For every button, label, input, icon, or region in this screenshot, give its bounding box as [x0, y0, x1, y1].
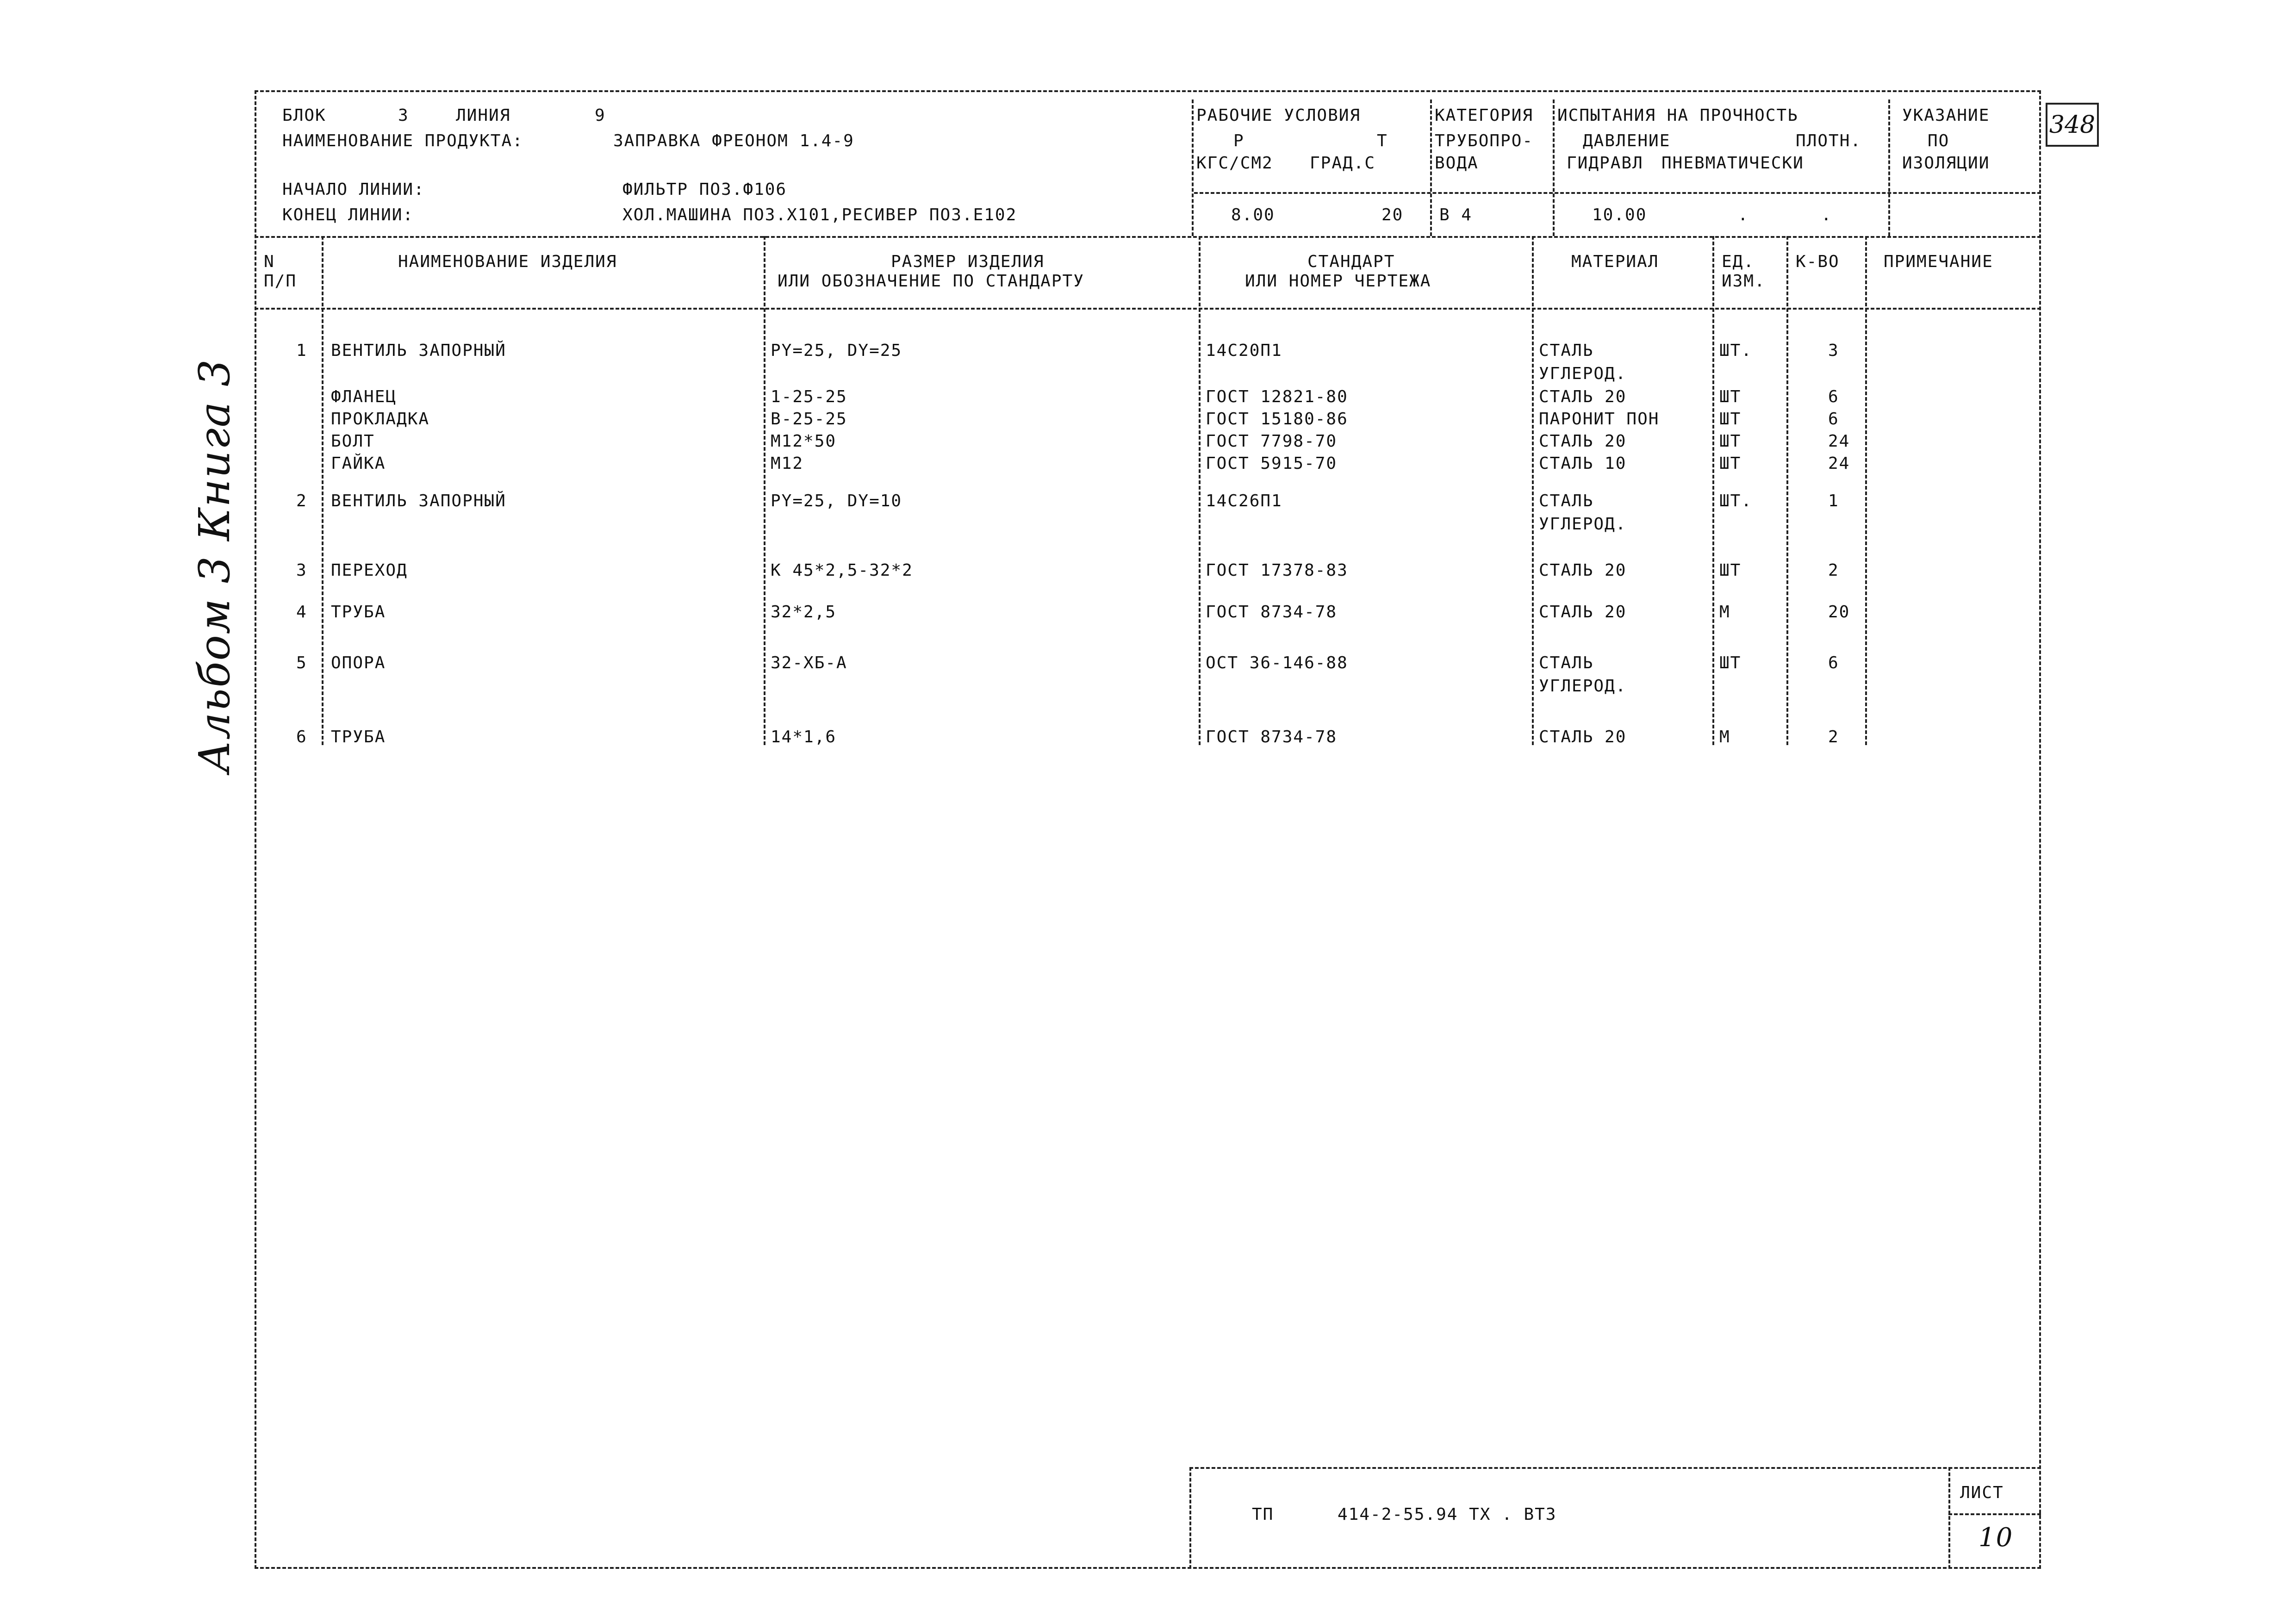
drawing-frame [255, 90, 2041, 1569]
cell-mat: УГЛЕРОД. [1539, 364, 1627, 383]
test-title: ИСПЫТАНИЯ НА ПРОЧНОСТЬ [1557, 106, 1798, 125]
cell-size: РY=25, DY=10 [771, 491, 902, 510]
category-title-1: КАТЕГОРИЯ [1435, 106, 1534, 125]
cell-std: 14С26П1 [1206, 491, 1282, 510]
cell-name: ГАЙКА [331, 454, 386, 473]
title-block [1189, 1467, 2041, 1569]
test-pressure: ДАВЛЕНИЕ [1583, 131, 1671, 150]
cell-unit: М [1719, 603, 1730, 622]
cell-unit: ШТ [1719, 410, 1742, 429]
header-unit-1: ЕД. [1722, 252, 1755, 271]
cell-name: ВЕНТИЛЬ ЗАПОРНЫЙ [331, 491, 506, 510]
cell-std: ГОСТ 8734-78 [1206, 728, 1338, 746]
cell-qty: 6 [1828, 387, 1839, 406]
header-remark: ПРИМЕЧАНИЕ [1884, 252, 1993, 271]
cell-size: 32*2,5 [771, 603, 837, 622]
cell-size: М12*50 [771, 432, 837, 451]
line-value: 9 [595, 106, 606, 125]
cell-unit: ШТ. [1719, 491, 1753, 510]
block-value: 3 [398, 106, 409, 125]
cell-unit: ШТ [1719, 454, 1742, 473]
header-material: МАТЕРИАЛ [1571, 252, 1659, 271]
cell-size: В-25-25 [771, 410, 847, 429]
category-value: В 4 [1439, 205, 1473, 224]
category-title-2: ТРУБОПРО- [1435, 131, 1534, 150]
doc-prefix: ТП [1252, 1505, 1274, 1524]
cell-mat: СТАЛЬ [1539, 341, 1594, 360]
cell-name: ТРУБА [331, 728, 386, 746]
insulation-title-3: ИЗОЛЯЦИИ [1902, 154, 1990, 173]
start-value: ФИЛЬТР ПОЗ.Ф106 [622, 180, 787, 199]
cell-unit: М [1719, 728, 1730, 746]
header-standard-1: СТАНДАРТ [1307, 252, 1395, 271]
cell-mat: СТАЛЬ 20 [1539, 728, 1627, 746]
cell-unit: ШТ. [1719, 341, 1753, 360]
insulation-title-1: УКАЗАНИЕ [1902, 106, 1990, 125]
cell-n: 6 [296, 728, 307, 746]
block-label: БЛОК [282, 106, 326, 125]
cell-size: 1-25-25 [771, 387, 847, 406]
cell-mat: СТАЛЬ 20 [1539, 432, 1627, 451]
cell-std: ГОСТ 17378-83 [1206, 561, 1348, 580]
album-book-note: Альбом 3 Книга 3 [190, 358, 239, 773]
corner-sheet-number: 348 [2046, 103, 2099, 147]
insulation-title-2: ПО [1928, 131, 1950, 150]
cell-qty: 24 [1828, 432, 1850, 451]
cell-name: БОЛТ [331, 432, 375, 451]
line-label: ЛИНИЯ [456, 106, 511, 125]
doc-code: 414-2-55.94 ТХ . ВТ3 [1338, 1505, 1557, 1524]
cell-name: ФЛАНЕЦ [331, 387, 397, 406]
cell-std: ГОСТ 12821-80 [1206, 387, 1348, 406]
product-value: ЗАПРАВКА ФРЕОНОМ 1.4-9 [613, 131, 854, 150]
cell-n: 1 [296, 341, 307, 360]
cell-qty: 20 [1828, 603, 1850, 622]
header-num: N [264, 252, 275, 271]
cell-n: 3 [296, 561, 307, 580]
header-num-2: П/П [264, 272, 297, 291]
cell-name: ВЕНТИЛЬ ЗАПОРНЫЙ [331, 341, 506, 360]
temp-label: Т [1377, 131, 1388, 150]
cell-mat: УГЛЕРОД. [1539, 677, 1627, 696]
end-label: КОНЕЦ ЛИНИИ: [282, 205, 414, 224]
cell-mat: СТАЛЬ 20 [1539, 387, 1627, 406]
cell-mat: СТАЛЬ [1539, 491, 1594, 510]
cell-qty: 2 [1828, 561, 1839, 580]
header-unit-2: ИЗМ. [1722, 272, 1766, 291]
cell-size: 32-ХБ-А [771, 653, 847, 672]
sheet-label: ЛИСТ [1960, 1483, 2004, 1502]
product-label: НАИМЕНОВАНИЕ ПРОДУКТА: [282, 131, 523, 150]
pressure-value: 8.00 [1231, 205, 1275, 224]
pressure-unit: КГС/СМ2 [1196, 154, 1273, 173]
cell-name: ПЕРЕХОД [331, 561, 408, 580]
cell-mat: ПАРОНИТ ПОН [1539, 410, 1660, 429]
density-value: . [1821, 205, 1832, 224]
cell-mat: УГЛЕРОД. [1539, 515, 1627, 534]
cell-std: 14С20П1 [1206, 341, 1282, 360]
cell-unit: ШТ [1719, 432, 1742, 451]
header-qty: К-ВО [1796, 252, 1840, 271]
temp-unit: ГРАД.С [1310, 154, 1376, 173]
cell-std: ОСТ 36-146-88 [1206, 653, 1348, 672]
cell-mat: СТАЛЬ 20 [1539, 561, 1627, 580]
cell-unit: ШТ [1719, 387, 1742, 406]
header-size-1: РАЗМЕР ИЗДЕЛИЯ [891, 252, 1045, 271]
header-size-2: ИЛИ ОБОЗНАЧЕНИЕ ПО СТАНДАРТУ [778, 272, 1084, 291]
end-value: ХОЛ.МАШИНА ПОЗ.Х101,РЕСИВЕР ПОЗ.Е102 [622, 205, 1017, 224]
cell-name: ТРУБА [331, 603, 386, 622]
cell-std: ГОСТ 7798-70 [1206, 432, 1338, 451]
test-hydraulic: ГИДРАВЛ [1567, 154, 1643, 173]
cell-std: ГОСТ 8734-78 [1206, 603, 1338, 622]
cell-unit: ШТ [1719, 653, 1742, 672]
cell-mat: СТАЛЬ [1539, 653, 1594, 672]
cell-std: ГОСТ 5915-70 [1206, 454, 1338, 473]
cell-name: ПРОКЛАДКА [331, 410, 430, 429]
cell-size: К 45*2,5-32*2 [771, 561, 913, 580]
cell-qty: 1 [1828, 491, 1839, 510]
hydraulic-value: 10.00 [1592, 205, 1647, 224]
cell-size: М12 [771, 454, 804, 473]
start-label: НАЧАЛО ЛИНИИ: [282, 180, 425, 199]
cell-qty: 3 [1828, 341, 1839, 360]
header-standard-2: ИЛИ НОМЕР ЧЕРТЕЖА [1245, 272, 1431, 291]
cell-unit: ШТ [1719, 561, 1742, 580]
density-label: ПЛОТН. [1796, 131, 1862, 150]
cell-qty: 2 [1828, 728, 1839, 746]
category-title-3: ВОДА [1435, 154, 1479, 173]
cell-mat: СТАЛЬ 10 [1539, 454, 1627, 473]
test-pneumatic: ПНЕВМАТИЧЕСКИ [1661, 154, 1804, 173]
cell-n: 4 [296, 603, 307, 622]
header-name: НАИМЕНОВАНИЕ ИЗДЕЛИЯ [398, 252, 617, 271]
cell-qty: 6 [1828, 653, 1839, 672]
cell-n: 2 [296, 491, 307, 510]
cell-size: РY=25, DY=25 [771, 341, 902, 360]
pneumatic-value: . [1738, 205, 1749, 224]
cell-size: 14*1,6 [771, 728, 837, 746]
cell-name: ОПОРА [331, 653, 386, 672]
cell-mat: СТАЛЬ 20 [1539, 603, 1627, 622]
temp-value: 20 [1381, 205, 1404, 224]
cell-std: ГОСТ 15180-86 [1206, 410, 1348, 429]
pressure-label: Р [1233, 131, 1244, 150]
work-conditions-title: РАБОЧИЕ УСЛОВИЯ [1196, 106, 1361, 125]
cell-qty: 6 [1828, 410, 1839, 429]
cell-n: 5 [296, 653, 307, 672]
cell-qty: 24 [1828, 454, 1850, 473]
sheet-value: 10 [1979, 1523, 2014, 1553]
